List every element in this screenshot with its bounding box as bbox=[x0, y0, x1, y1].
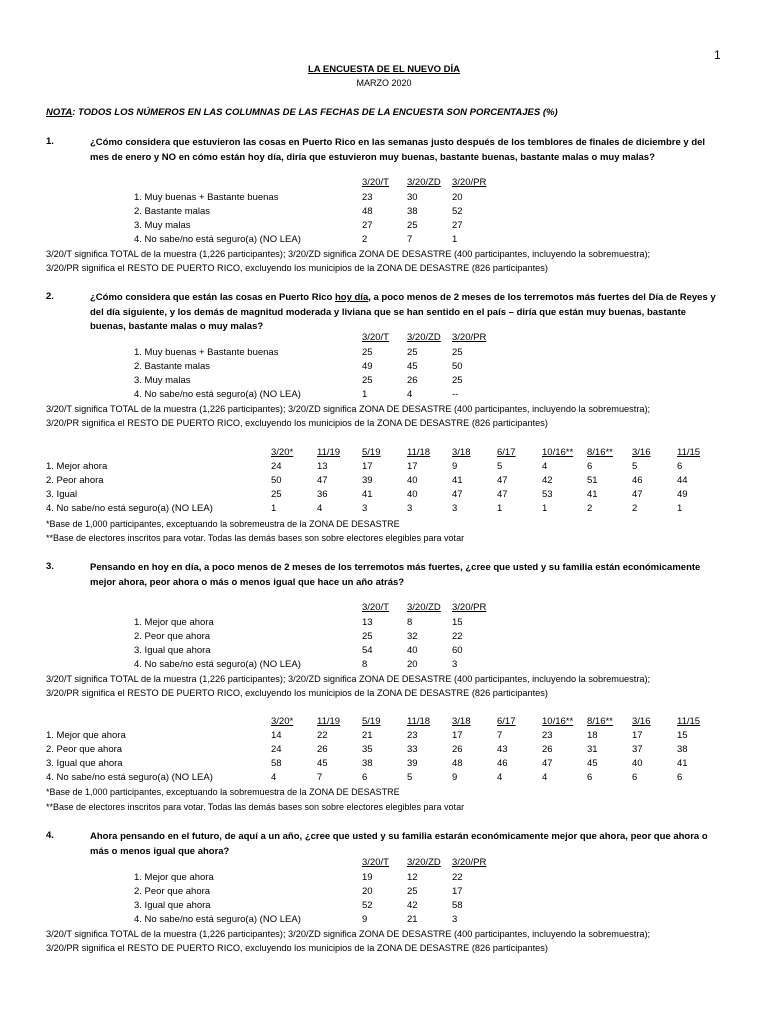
header-8-16: 8/16** bbox=[587, 716, 613, 727]
row-label: 3. Igual que ahora bbox=[46, 758, 123, 769]
table-cell: 41 bbox=[677, 758, 688, 769]
header-3-20-zd: 3/20/ZD bbox=[407, 177, 441, 188]
question-4-text: Ahora pensando en el futuro, de aquí a un año, ¿cree que usted y su familia estarán económicamente mejor que ahora, peor que ahora o más o menos igual que ahora? bbox=[90, 831, 708, 857]
table-cell: 50 bbox=[271, 475, 282, 486]
table-cell: 44 bbox=[677, 475, 688, 486]
header-3-20-pr: 3/20/PR bbox=[452, 602, 487, 613]
value-t: 25 bbox=[362, 347, 373, 358]
legend-note bbox=[46, 248, 746, 275]
value-pr: 27 bbox=[452, 220, 463, 231]
header-3-18: 3/18 bbox=[452, 447, 471, 458]
legend-note bbox=[46, 673, 746, 700]
table-cell: 51 bbox=[587, 475, 598, 486]
header-11-18: 11/18 bbox=[407, 716, 431, 727]
value-t: 25 bbox=[362, 631, 373, 642]
value-zd: 12 bbox=[407, 872, 418, 883]
value-zd: 7 bbox=[407, 234, 413, 245]
value-pr: 15 bbox=[452, 617, 463, 628]
table-cell: 53 bbox=[542, 489, 553, 500]
table-cell: 17 bbox=[362, 461, 373, 472]
header-11-15: 11/15 bbox=[677, 447, 701, 458]
row-label: 3. Igual que ahora bbox=[134, 645, 211, 656]
table-cell: 7 bbox=[317, 772, 323, 783]
question-1-number: 1. bbox=[46, 136, 54, 147]
value-t: 49 bbox=[362, 361, 373, 372]
header-11-15: 11/15 bbox=[677, 716, 701, 727]
table-cell: 3 bbox=[362, 503, 368, 514]
header-10-16: 10/16** bbox=[542, 447, 574, 458]
table-cell: 39 bbox=[407, 758, 418, 769]
question-2-text-b: , a poco menos de 2 meses de los terremotos más fuertes del Día de Reyes y del día siguiente, y los demás de magnitud moderada y liviana que se han sentido en el país – diría que están muy buenas, bastante buenas, bastante malas o muy malas? bbox=[90, 292, 716, 332]
table-cell: 38 bbox=[677, 744, 688, 755]
value-zd: 21 bbox=[407, 914, 418, 925]
table-cell: 33 bbox=[407, 744, 418, 755]
row-label: 1. Mejor ahora bbox=[46, 461, 108, 472]
row-label: 2. Peor que ahora bbox=[134, 631, 211, 642]
table-cell: 36 bbox=[317, 489, 328, 500]
table-cell: 47 bbox=[452, 489, 463, 500]
question-4-number: 4. bbox=[46, 830, 54, 841]
header-3-16: 3/16 bbox=[632, 447, 651, 458]
table-cell: 26 bbox=[542, 744, 553, 755]
legend-note-line-2: 3/20/PR significa el RESTO DE PUERTO RICO, excluyendo los municipios de la ZONA DE DESASTRE (826 participantes) bbox=[46, 687, 548, 698]
value-pr: 20 bbox=[452, 192, 463, 203]
table-cell: 1 bbox=[677, 503, 683, 514]
value-t: 8 bbox=[362, 659, 368, 670]
row-label: 1. Mejor que ahora bbox=[134, 617, 214, 628]
row-label: 4. No sabe/no está seguro(a) (NO LEA) bbox=[134, 914, 301, 925]
value-t: 23 bbox=[362, 192, 373, 203]
value-t: 20 bbox=[362, 886, 373, 897]
row-label: 2. Peor que ahora bbox=[46, 744, 123, 755]
value-t: 25 bbox=[362, 375, 373, 386]
table-cell: 22 bbox=[317, 730, 328, 741]
value-pr: 50 bbox=[452, 361, 463, 372]
table-cell: 1 bbox=[271, 503, 277, 514]
header-3-20: 3/20* bbox=[271, 447, 294, 458]
legend-note-line-1: 3/20/T significa TOTAL de la muestra (1,226 participantes); 3/20/ZD significa ZONA DE DESASTRE (400 participantes, incluyendo la sobremuestra); bbox=[46, 249, 651, 259]
nota-text: : TODOS LOS NÚMEROS EN LAS COLUMNAS DE LAS FECHAS DE LA ENCUESTA SON PORCENTAJES (%) bbox=[72, 107, 558, 118]
table-cell: 46 bbox=[497, 758, 508, 769]
table-cell: 45 bbox=[587, 758, 598, 769]
value-zd: 4 bbox=[407, 389, 413, 400]
table-cell: 6 bbox=[587, 772, 593, 783]
table-cell: 45 bbox=[317, 758, 328, 769]
value-pr: 3 bbox=[452, 659, 458, 670]
row-label: 3. Igual bbox=[46, 489, 78, 500]
row-label: 4. No sabe/no está seguro(a) (NO LEA) bbox=[46, 772, 213, 783]
table-cell: 31 bbox=[587, 744, 598, 755]
question-3-text: Pensando en hoy en día, a poco menos de 2 meses de los terremotos más fuertes, ¿cree que usted y su familia están económicamente mejor ahora, peor ahora o más o menos igual que hace un año atrás? bbox=[90, 562, 701, 588]
table-cell: 2 bbox=[632, 503, 638, 514]
row-label: 2. Bastante malas bbox=[134, 361, 211, 372]
table-cell: 39 bbox=[362, 475, 373, 486]
table-cell: 6 bbox=[587, 461, 593, 472]
base-note-double-star: **Base de electores inscritos para votar. Todas las demás bases son sobre electores elegibles para votar bbox=[46, 802, 465, 812]
table-cell: 40 bbox=[407, 489, 418, 500]
row-label: 2. Peor que ahora bbox=[134, 886, 211, 897]
row-label: 3. Igual que ahora bbox=[134, 900, 211, 911]
header-5-19: 5/19 bbox=[362, 716, 381, 727]
row-label: 1. Muy buenas + Bastante buenas bbox=[134, 347, 279, 358]
row-label: 4. No sabe/no está seguro(a) (NO LEA) bbox=[134, 659, 301, 670]
table-cell: 49 bbox=[677, 489, 688, 500]
header-10-16: 10/16** bbox=[542, 716, 574, 727]
value-zd: 25 bbox=[407, 347, 418, 358]
header-3-20: 3/20* bbox=[271, 716, 294, 727]
legend-note bbox=[46, 928, 746, 955]
table-cell: 24 bbox=[271, 744, 282, 755]
legend-note bbox=[46, 403, 746, 430]
table-cell: 3 bbox=[407, 503, 413, 514]
value-pr: 22 bbox=[452, 631, 463, 642]
header-3-20-pr: 3/20/PR bbox=[452, 177, 487, 188]
table-cell: 37 bbox=[632, 744, 643, 755]
table-cell: 4 bbox=[271, 772, 277, 783]
page-number: 1 bbox=[714, 48, 721, 62]
header-3-20-zd: 3/20/ZD bbox=[407, 857, 441, 868]
header-11-19: 11/19 bbox=[317, 716, 341, 727]
legend-note-line-2: 3/20/PR significa el RESTO DE PUERTO RICO, excluyendo los municipios de la ZONA DE DESASTRE (826 participantes) bbox=[46, 942, 548, 953]
header-8-16: 8/16** bbox=[587, 447, 613, 458]
header-3-20-pr: 3/20/PR bbox=[452, 332, 487, 343]
table-cell: 1 bbox=[542, 503, 548, 514]
table-cell: 18 bbox=[587, 730, 598, 741]
legend-note-line-2: 3/20/PR significa el RESTO DE PUERTO RICO, excluyendo los municipios de la ZONA DE DESASTRE (826 participantes) bbox=[46, 262, 548, 273]
row-label: 4. No sabe/no está seguro(a) (NO LEA) bbox=[46, 503, 213, 514]
table-cell: 38 bbox=[362, 758, 373, 769]
table-cell: 4 bbox=[542, 772, 548, 783]
header-6-17: 6/17 bbox=[497, 447, 516, 458]
row-label: 1. Mejor que ahora bbox=[46, 730, 126, 741]
table-cell: 47 bbox=[632, 489, 643, 500]
table-cell: 23 bbox=[542, 730, 553, 741]
header-3-20-zd: 3/20/ZD bbox=[407, 602, 441, 613]
table-cell: 13 bbox=[317, 461, 328, 472]
nota-line bbox=[46, 107, 558, 118]
value-t: 2 bbox=[362, 234, 368, 245]
table-cell: 5 bbox=[632, 461, 638, 472]
table-cell: 17 bbox=[632, 730, 643, 741]
table-cell: 9 bbox=[452, 461, 458, 472]
header-3-20-t: 3/20/T bbox=[362, 602, 389, 613]
table-cell: 48 bbox=[452, 758, 463, 769]
header-3-18: 3/18 bbox=[452, 716, 471, 727]
value-t: 1 bbox=[362, 389, 368, 400]
table-cell: 15 bbox=[677, 730, 688, 741]
table-cell: 24 bbox=[271, 461, 282, 472]
base-note-star: *Base de 1,000 participantes, exceptuando la sobremeustra de la ZONA DE DESASTRE bbox=[46, 519, 400, 529]
value-pr: 25 bbox=[452, 375, 463, 386]
legend-note-line-1: 3/20/T significa TOTAL de la muestra (1,226 participantes); 3/20/ZD significa ZONA DE DESASTRE (400 participantes, incluyendo la sobremuestra); bbox=[46, 929, 651, 939]
legend-note-line-1: 3/20/T significa TOTAL de la muestra (1,226 participantes); 3/20/ZD significa ZONA DE DESASTRE (400 participantes, incluyendo la sobremuestra); bbox=[46, 674, 651, 684]
table-cell: 4 bbox=[497, 772, 503, 783]
header-11-19: 11/19 bbox=[317, 447, 341, 458]
value-pr: 3 bbox=[452, 914, 458, 925]
value-zd: 25 bbox=[407, 220, 418, 231]
value-t: 19 bbox=[362, 872, 373, 883]
row-label: 1. Muy buenas + Bastante buenas bbox=[134, 192, 279, 203]
question-2-text bbox=[90, 291, 720, 335]
value-zd: 42 bbox=[407, 900, 418, 911]
row-label: 2. Bastante malas bbox=[134, 206, 211, 217]
table-cell: 14 bbox=[271, 730, 282, 741]
value-pr: 60 bbox=[452, 645, 463, 656]
header-3-20-t: 3/20/T bbox=[362, 177, 389, 188]
table-cell: 4 bbox=[317, 503, 323, 514]
header-3-20-zd: 3/20/ZD bbox=[407, 332, 441, 343]
table-cell: 7 bbox=[497, 730, 503, 741]
header-3-20-t: 3/20/T bbox=[362, 857, 389, 868]
value-pr: 1 bbox=[452, 234, 458, 245]
table-cell: 6 bbox=[362, 772, 368, 783]
value-t: 9 bbox=[362, 914, 368, 925]
value-zd: 40 bbox=[407, 645, 418, 656]
header-5-19: 5/19 bbox=[362, 447, 381, 458]
table-cell: 23 bbox=[407, 730, 418, 741]
table-cell: 9 bbox=[452, 772, 458, 783]
table-cell: 58 bbox=[271, 758, 282, 769]
table-cell: 21 bbox=[362, 730, 373, 741]
table-cell: 1 bbox=[497, 503, 503, 514]
value-pr: 58 bbox=[452, 900, 463, 911]
table-cell: 41 bbox=[587, 489, 598, 500]
value-zd: 25 bbox=[407, 886, 418, 897]
table-cell: 47 bbox=[542, 758, 553, 769]
question-2-number: 2. bbox=[46, 291, 54, 302]
table-cell: 17 bbox=[452, 730, 463, 741]
table-cell: 47 bbox=[317, 475, 328, 486]
table-cell: 35 bbox=[362, 744, 373, 755]
value-zd: 20 bbox=[407, 659, 418, 670]
document-subtitle: MARZO 2020 bbox=[356, 78, 412, 88]
table-cell: 47 bbox=[497, 475, 508, 486]
table-cell: 43 bbox=[497, 744, 508, 755]
value-zd: 45 bbox=[407, 361, 418, 372]
value-zd: 8 bbox=[407, 617, 413, 628]
table-cell: 6 bbox=[677, 772, 683, 783]
legend-note-line-2: 3/20/PR significa el RESTO DE PUERTO RICO, excluyendo los municipios de la ZONA DE DESASTRE (826 participantes) bbox=[46, 417, 548, 428]
table-cell: 41 bbox=[362, 489, 373, 500]
table-cell: 46 bbox=[632, 475, 643, 486]
value-zd: 32 bbox=[407, 631, 418, 642]
header-6-17: 6/17 bbox=[497, 716, 516, 727]
table-cell: 6 bbox=[632, 772, 638, 783]
table-cell: 4 bbox=[542, 461, 548, 472]
question-2-text-underlined: hoy día bbox=[334, 292, 369, 303]
base-note-star: *Base de 1,000 participantes, exceptuando la sobremuestra de la ZONA DE DESASTRE bbox=[46, 787, 400, 797]
question-1-text: ¿Cómo considera que estuvieron las cosas en Puerto Rico en las semanas justo después de los temblores de finales de diciembre y del mes de enero y NO en cómo están hoy día, diría que estuvieron muy buenas, bastante buenas, bastante malas o muy malas? bbox=[90, 137, 706, 163]
value-t: 54 bbox=[362, 645, 373, 656]
nota-label: NOTA bbox=[46, 107, 73, 118]
row-label: 4. No sabe/no está seguro(a) (NO LEA) bbox=[134, 234, 301, 245]
value-pr: 22 bbox=[452, 872, 463, 883]
value-zd: 38 bbox=[407, 206, 418, 217]
value-t: 27 bbox=[362, 220, 373, 231]
value-zd: 30 bbox=[407, 192, 418, 203]
header-3-16: 3/16 bbox=[632, 716, 651, 727]
table-cell: 17 bbox=[407, 461, 418, 472]
table-cell: 42 bbox=[542, 475, 553, 486]
table-cell: 26 bbox=[452, 744, 463, 755]
table-cell: 2 bbox=[587, 503, 593, 514]
table-cell: 40 bbox=[632, 758, 643, 769]
table-cell: 6 bbox=[677, 461, 683, 472]
row-label: 4. No sabe/no está seguro(a) (NO LEA) bbox=[134, 389, 301, 400]
value-t: 48 bbox=[362, 206, 373, 217]
table-cell: 3 bbox=[452, 503, 458, 514]
legend-note-line-1: 3/20/T significa TOTAL de la muestra (1,226 participantes); 3/20/ZD significa ZONA DE DESASTRE (400 participantes, incluyendo la sobremuestra); bbox=[46, 404, 651, 414]
value-pr: -- bbox=[452, 389, 459, 400]
table-cell: 5 bbox=[497, 461, 503, 472]
header-3-20-t: 3/20/T bbox=[362, 332, 389, 343]
value-zd: 26 bbox=[407, 375, 418, 386]
header-3-20-pr: 3/20/PR bbox=[452, 857, 487, 868]
row-label: 2. Peor ahora bbox=[46, 475, 104, 486]
table-cell: 5 bbox=[407, 772, 413, 783]
row-label: 3. Muy malas bbox=[134, 375, 191, 386]
question-3-number: 3. bbox=[46, 561, 54, 572]
table-cell: 47 bbox=[497, 489, 508, 500]
value-pr: 52 bbox=[452, 206, 463, 217]
value-t: 52 bbox=[362, 900, 373, 911]
base-note-double-star: **Base de electores inscritos para votar. Todas las demás bases son sobre electores elegibles para votar bbox=[46, 533, 465, 543]
row-label: 3. Muy malas bbox=[134, 220, 191, 231]
value-pr: 17 bbox=[452, 886, 463, 897]
value-pr: 25 bbox=[452, 347, 463, 358]
row-label: 1. Mejor que ahora bbox=[134, 872, 214, 883]
table-cell: 26 bbox=[317, 744, 328, 755]
value-t: 13 bbox=[362, 617, 373, 628]
header-11-18: 11/18 bbox=[407, 447, 431, 458]
table-cell: 25 bbox=[271, 489, 282, 500]
document-title: LA ENCUESTA DE EL NUEVO DÍA bbox=[307, 64, 460, 75]
table-cell: 40 bbox=[407, 475, 418, 486]
question-2-text-a: ¿Cómo considera que están las cosas en Puerto Rico bbox=[90, 292, 335, 303]
table-cell: 41 bbox=[452, 475, 463, 486]
